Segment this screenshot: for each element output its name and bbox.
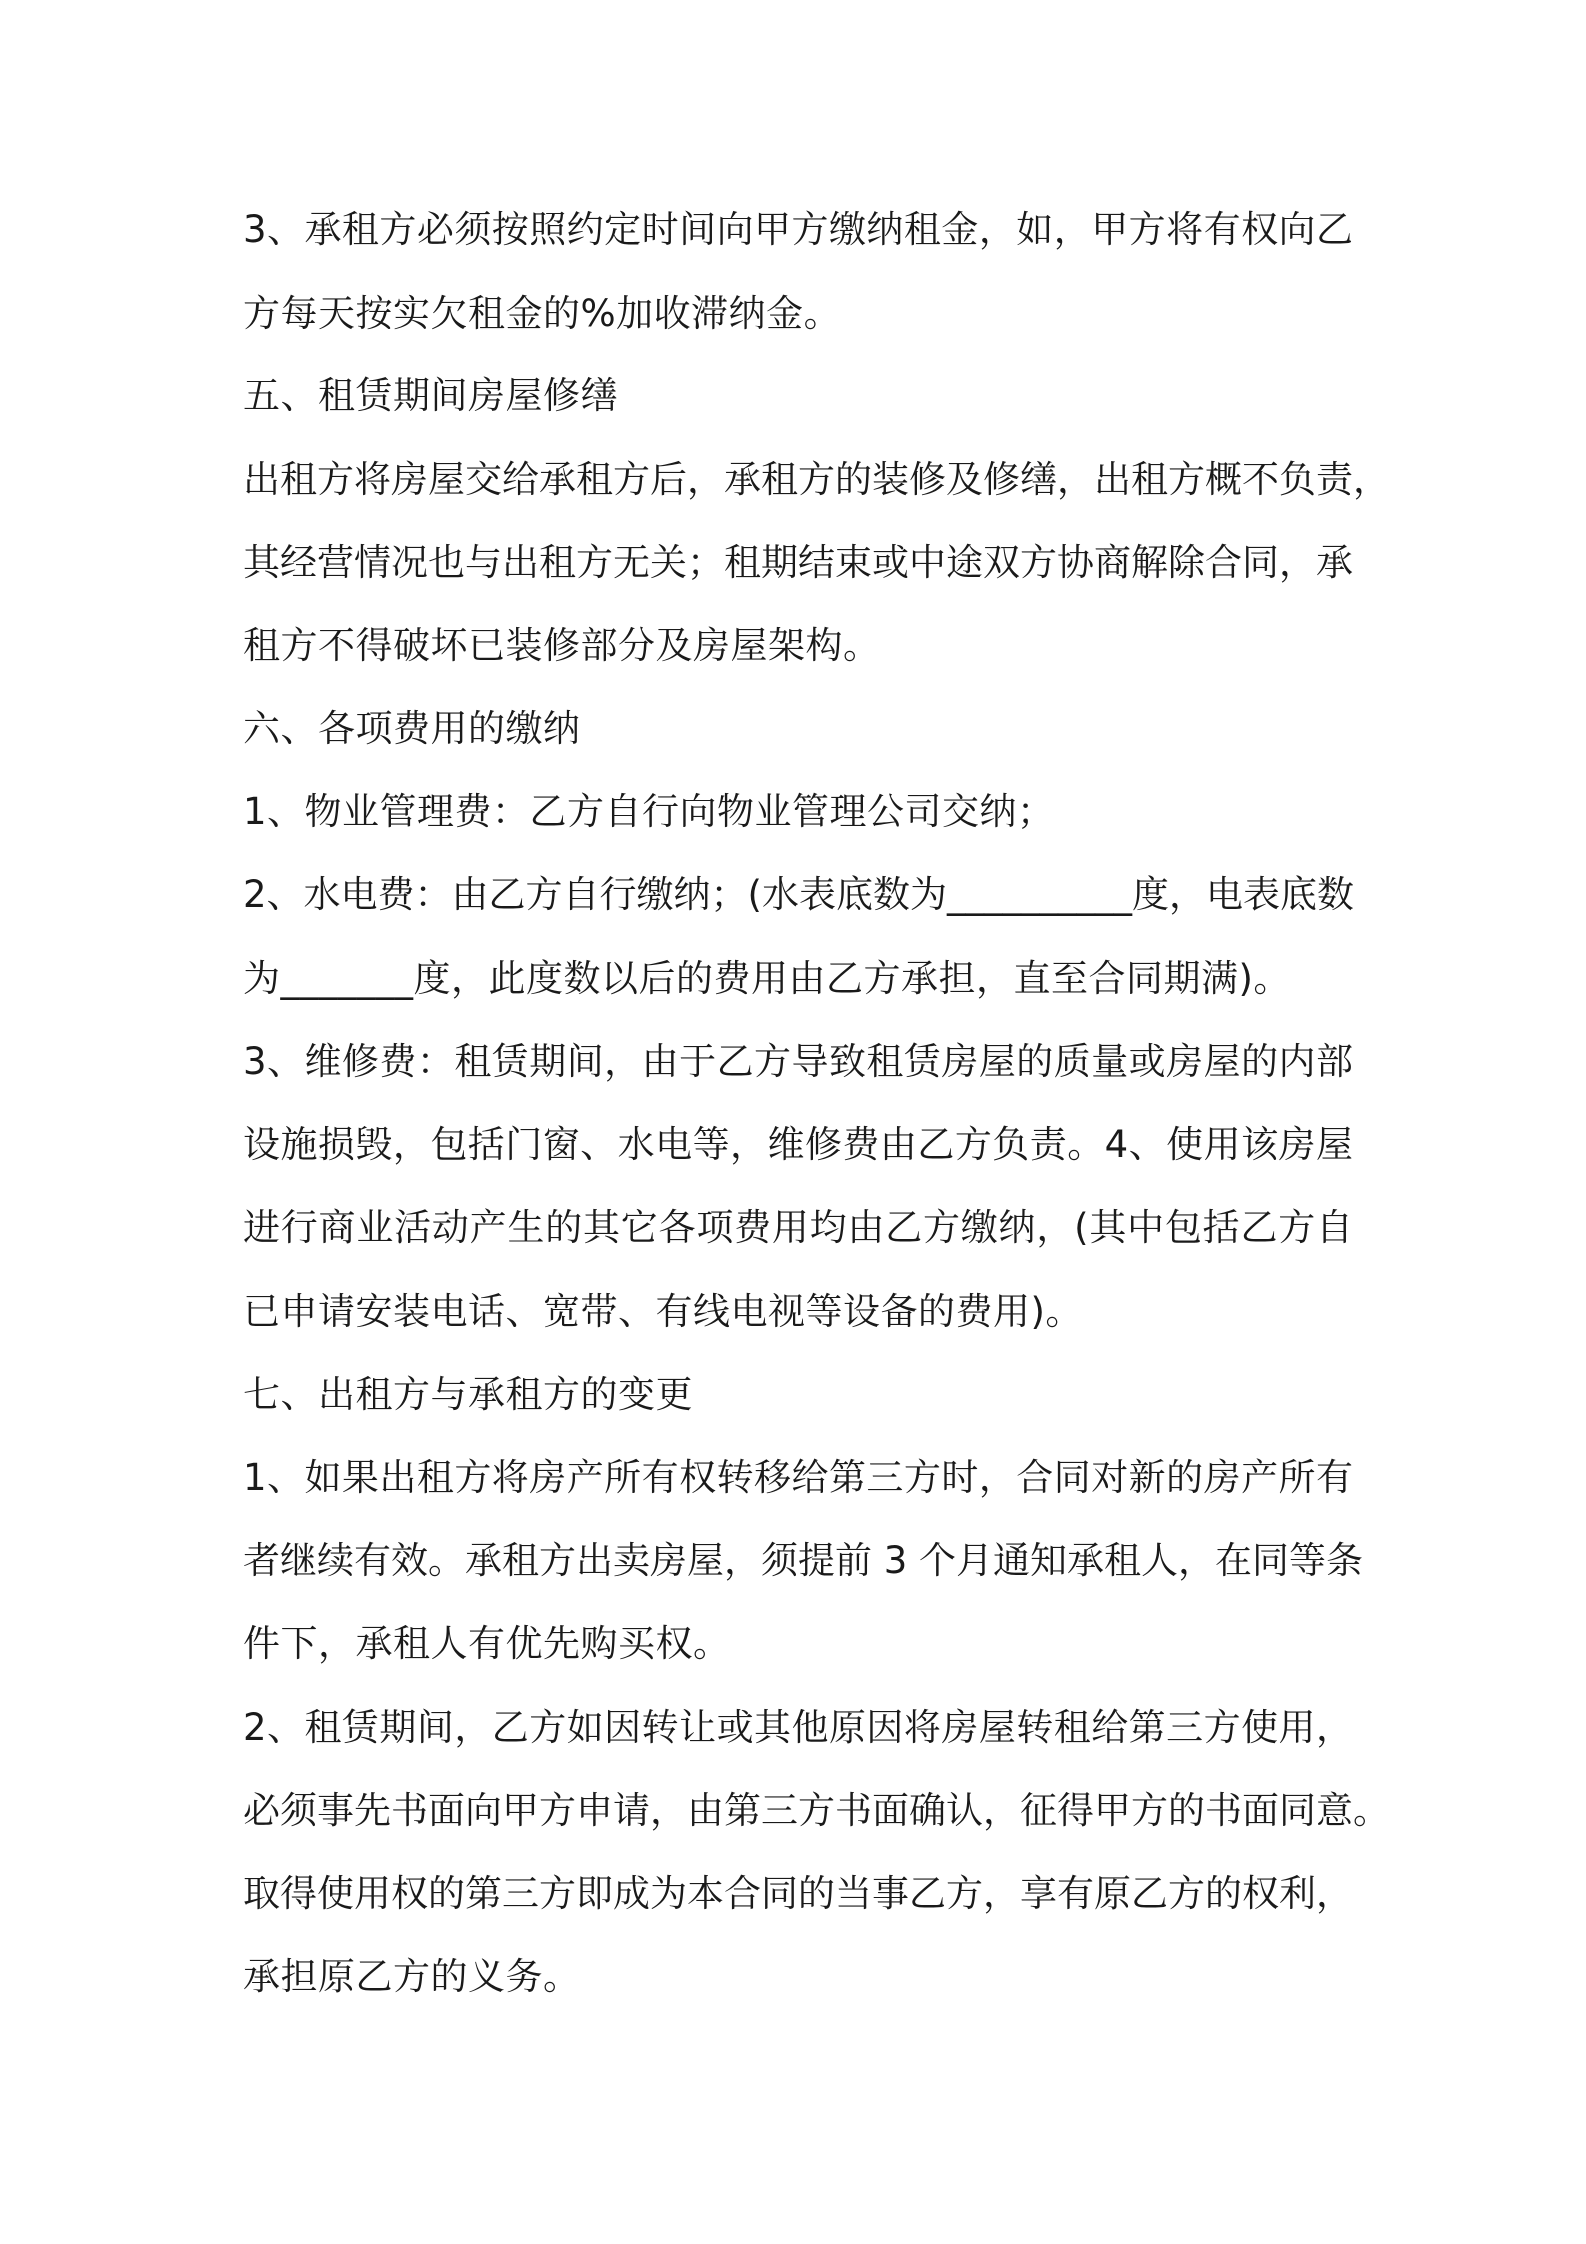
section-heading: 六、各项费用的缴纳 — [243, 707, 581, 750]
text-line: 已申请安装电话、宽带、有线电视等设备的费用)。 — [243, 1290, 1083, 1333]
text-line: 者继续有效。承租方出卖房屋，须提前 3 个月通知承租人，在同等条 — [243, 1539, 1364, 1582]
text-line: 设施损毁，包括门窗、水电等，维修费由乙方负责。4、使用该房屋 — [243, 1123, 1353, 1166]
text-line: 3、承租方必须按照约定时间向甲方缴纳租金，如，甲方将有权向乙 — [243, 208, 1353, 251]
text-line: 3、维修费：租赁期间，由于乙方导致租赁房屋的质量或房屋的内部 — [243, 1040, 1353, 1083]
section-heading: 七、出租方与承租方的变更 — [243, 1373, 693, 1416]
text-line: 2、租赁期间，乙方如因转让或其他原因将房屋转租给第三方使用， — [243, 1706, 1353, 1749]
text-line: 1、物业管理费：乙方自行向物业管理公司交纳； — [243, 790, 1055, 833]
text-line: 出租方将房屋交给承租方后，承租方的装修及修缮，出租方概不负责， — [243, 458, 1390, 501]
text-line: 件下，承租人有优先购买权。 — [243, 1622, 731, 1665]
text-line: 2、水电费：由乙方自行缴纳；(水表底数为__________度，电表底数 — [243, 873, 1354, 916]
text-line: 方每天按实欠租金的%加收滞纳金。 — [243, 292, 842, 335]
text-line: 1、如果出租方将房产所有权转移给第三方时，合同对新的房产所有 — [243, 1456, 1353, 1499]
text-line: 必须事先书面向甲方申请，由第三方书面确认，征得甲方的书面同意。 — [243, 1789, 1390, 1832]
text-line: 承担原乙方的义务。 — [243, 1955, 581, 1998]
text-line: 进行商业活动产生的其它各项费用均由乙方缴纳，(其中包括乙方自 — [243, 1206, 1353, 1249]
section-heading: 五、租赁期间房屋修缮 — [243, 374, 618, 417]
text-line: 租方不得破坏已装修部分及房屋架构。 — [243, 624, 881, 667]
text-line: 取得使用权的第三方即成为本合同的当事乙方，享有原乙方的权利， — [243, 1872, 1353, 1915]
text-line: 其经营情况也与出租方无关；租期结束或中途双方协商解除合同，承 — [243, 541, 1353, 584]
text-line: 为_______度，此度数以后的费用由乙方承担，直至合同期满)。 — [243, 957, 1291, 1000]
